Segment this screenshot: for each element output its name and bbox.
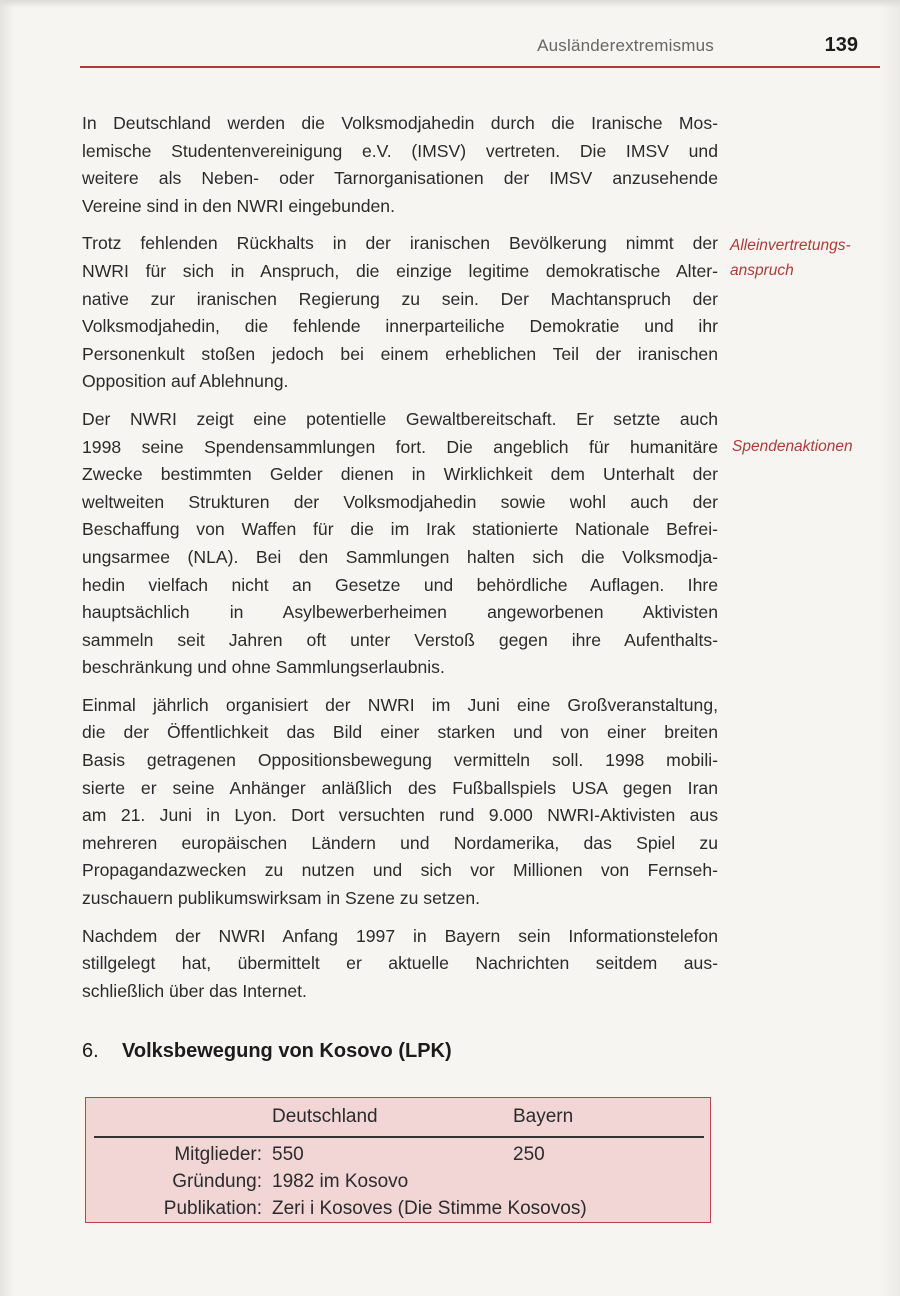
info-row xyxy=(86,1144,710,1170)
paragraph xyxy=(82,230,718,396)
row-label: Publikation: xyxy=(163,1198,262,1219)
row-label: Mitglieder: xyxy=(174,1144,262,1165)
text-line: ungsarmee (NLA). Bei den Sammlungen halten sich die Volksmodja- xyxy=(82,546,718,567)
paragraph xyxy=(82,406,718,682)
text-line: Trotz fehlenden Rückhalts in der iranischen Bevölkerung nimmt der xyxy=(82,233,718,254)
row-label: Gründung: xyxy=(172,1171,262,1192)
text-line: sammeln seit Jahren oft unter Verstoß gegen ihre Aufenthalts- xyxy=(82,629,718,650)
text-line: Der NWRI zeigt eine potentielle Gewaltbereitschaft. Er setzte auch xyxy=(82,408,718,429)
text-line: Propagandazwecken zu nutzen und sich vor Millionen von Fernseh- xyxy=(82,860,718,881)
text-line: schließlich über das Internet. xyxy=(82,980,307,1001)
info-box-rule xyxy=(94,1136,704,1138)
text-line: sierte er seine Anhänger anläßlich des Fußballspiels USA gegen Iran xyxy=(82,777,718,798)
info-box xyxy=(85,1097,711,1223)
paragraph xyxy=(82,110,718,220)
text-line: Nachdem der NWRI Anfang 1997 in Bayern sein Informationstelefon xyxy=(82,925,718,946)
body-text xyxy=(82,110,718,1015)
text-line: beschränkung und ohne Sammlungserlaubnis. xyxy=(82,657,445,678)
text-line: mehreren europäischen Ländern und Nordamerika, das Spiel zu xyxy=(82,832,718,853)
row-value-deutschland: 1982 im Kosovo xyxy=(272,1171,409,1192)
text-line: hauptsächlich in Asylbewerberheimen angeworbenen Aktivisten xyxy=(82,602,718,623)
margin-note-line: Spendenaktionen xyxy=(732,438,853,455)
header-rule xyxy=(80,66,880,68)
text-line: zuschauern publikumswirksam in Szene zu setzen. xyxy=(82,888,480,909)
text-line: 1998 seine Spendensammlungen fort. Die angeblich für humanitäre xyxy=(82,436,718,457)
section-number: 6. xyxy=(82,1040,99,1062)
paragraph xyxy=(82,923,718,1006)
text-line: Opposition auf Ablehnung. xyxy=(82,371,289,392)
text-line: die der Öffentlichkeit das Bild einer starken und von einer breiten xyxy=(82,722,718,743)
text-line: am 21. Juni in Lyon. Dort versuchten rund 9.000 NWRI-Aktivisten aus xyxy=(82,805,718,826)
text-line: native zur iranischen Regierung zu sein. Der Machtanspruch der xyxy=(82,288,718,309)
scan-shadow xyxy=(0,0,900,8)
running-header xyxy=(80,36,880,68)
margin-note-line: anspruch xyxy=(730,262,794,279)
column-header-deutschland: Deutschland xyxy=(272,1106,378,1127)
text-line: In Deutschland werden die Volksmodjahedin durch die Iranische Mos- xyxy=(82,113,718,133)
info-row xyxy=(86,1171,710,1197)
header-title: Ausländerextremismus xyxy=(537,36,714,55)
text-line: NWRI für sich in Anspruch, die einzige legitime demokratische Alter- xyxy=(82,260,718,281)
paragraph xyxy=(82,692,718,913)
text-line: weitere als Neben- oder Tarnorganisationen der IMSV anzusehende xyxy=(82,168,718,189)
text-line: Zwecke bestimmten Gelder dienen in Wirklichkeit dem Unterhalt der xyxy=(82,464,718,485)
margin-note-line: Alleinvertretungs- xyxy=(730,237,851,254)
text-line: Vereine sind in den NWRI eingebunden. xyxy=(82,195,395,216)
text-line: Personenkult stoßen jedoch bei einem erheblichen Teil der iranischen xyxy=(82,343,718,364)
margin-note-spendenaktionen xyxy=(732,434,853,459)
row-value-deutschland: Zeri i Kosoves (Die Stimme Kosovos) xyxy=(272,1198,587,1219)
text-line: Basis getragenen Oppositionsbewegung vermitteln soll. 1998 mobili- xyxy=(82,750,718,771)
text-line: Einmal jährlich organisiert der NWRI im Juni eine Großveranstaltung, xyxy=(82,694,718,715)
text-line: hedin vielfach nicht an Gesetze und behördliche Auflagen. Ihre xyxy=(82,574,718,595)
text-line: Volksmodjahedin, die fehlende innerparteiliche Demokratie und ihr xyxy=(82,316,718,337)
row-value-deutschland: 550 xyxy=(272,1144,304,1165)
text-line: lemische Studentenvereinigung e.V. (IMSV) vertreten. Die IMSV und xyxy=(82,140,718,161)
text-line: stillgelegt hat, übermittelt er aktuelle Nachrichten seitdem aus- xyxy=(82,953,718,974)
info-row xyxy=(86,1198,710,1224)
text-line: weltweiten Strukturen der Volksmodjahedin sowie wohl auch der xyxy=(82,491,718,512)
section-heading xyxy=(82,1040,452,1063)
column-header-bayern: Bayern xyxy=(513,1106,574,1127)
text-line: Beschaffung von Waffen für die im Irak stationierte Nationale Befrei- xyxy=(82,519,718,540)
margin-note-alleinvertretung xyxy=(730,233,851,283)
page-number: 139 xyxy=(824,34,858,56)
section-title: Volksbewegung von Kosovo (LPK) xyxy=(122,1040,452,1062)
row-value-bayern: 250 xyxy=(513,1144,545,1165)
